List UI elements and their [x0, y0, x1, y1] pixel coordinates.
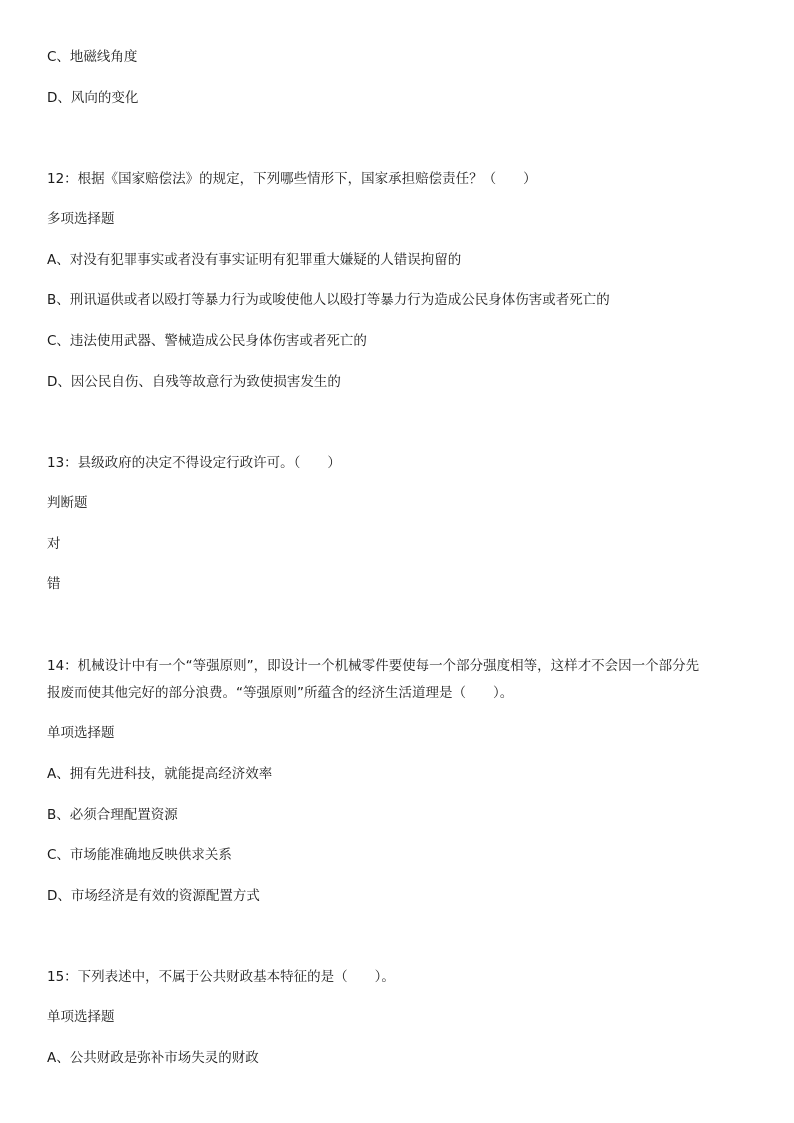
question-15-type: 单项选择题 — [47, 1009, 115, 1025]
question-12-option-d: D、因公民自伤、自残等故意行为致使损害发生的 — [47, 374, 341, 390]
question-13-type: 判断题 — [47, 495, 88, 511]
question-12-stem: 12：根据《国家赔偿法》的规定，下列哪些情形下，国家承担赔偿责任？（ ） — [47, 171, 537, 187]
option-c-prev: C、地磁线角度 — [47, 49, 138, 65]
question-14-stem-line1: 14：机械设计中有一个“等强原则”，即设计一个机械零件要使每一个部分强度相等，这样才不会因一个部分先 — [47, 658, 700, 674]
question-12-type: 多项选择题 — [47, 211, 115, 227]
question-14-option-a: A、拥有先进科技，就能提高经济效率 — [47, 766, 273, 782]
question-13-stem: 13：县级政府的决定不得设定行政许可。（ ） — [47, 455, 341, 471]
option-d-prev: D、风向的变化 — [47, 90, 139, 106]
question-13-option-true: 对 — [47, 536, 61, 552]
question-15-option-a: A、公共财政是弥补市场失灵的财政 — [47, 1050, 259, 1066]
question-14-option-d: D、市场经济是有效的资源配置方式 — [47, 888, 260, 904]
question-14-stem-line2: 报废而使其他完好的部分浪费。“等强原则”所蕴含的经济生活道理是（ ）。 — [47, 685, 514, 701]
question-12-option-c: C、违法使用武器、警械造成公民身体伤害或者死亡的 — [47, 333, 367, 349]
question-15-stem: 15：下列表述中，不属于公共财政基本特征的是（ ）。 — [47, 969, 395, 985]
question-14-option-b: B、必须合理配置资源 — [47, 807, 178, 823]
question-14-option-c: C、市场能准确地反映供求关系 — [47, 847, 232, 863]
question-12-option-b: B、刑讯逼供或者以殴打等暴力行为或唆使他人以殴打等暴力行为造成公民身体伤害或者死亡的 — [47, 292, 610, 308]
question-14-type: 单项选择题 — [47, 725, 115, 741]
question-13-option-false: 错 — [47, 576, 61, 592]
question-12-option-a: A、对没有犯罪事实或者没有事实证明有犯罪重大嫌疑的人错误拘留的 — [47, 252, 462, 268]
